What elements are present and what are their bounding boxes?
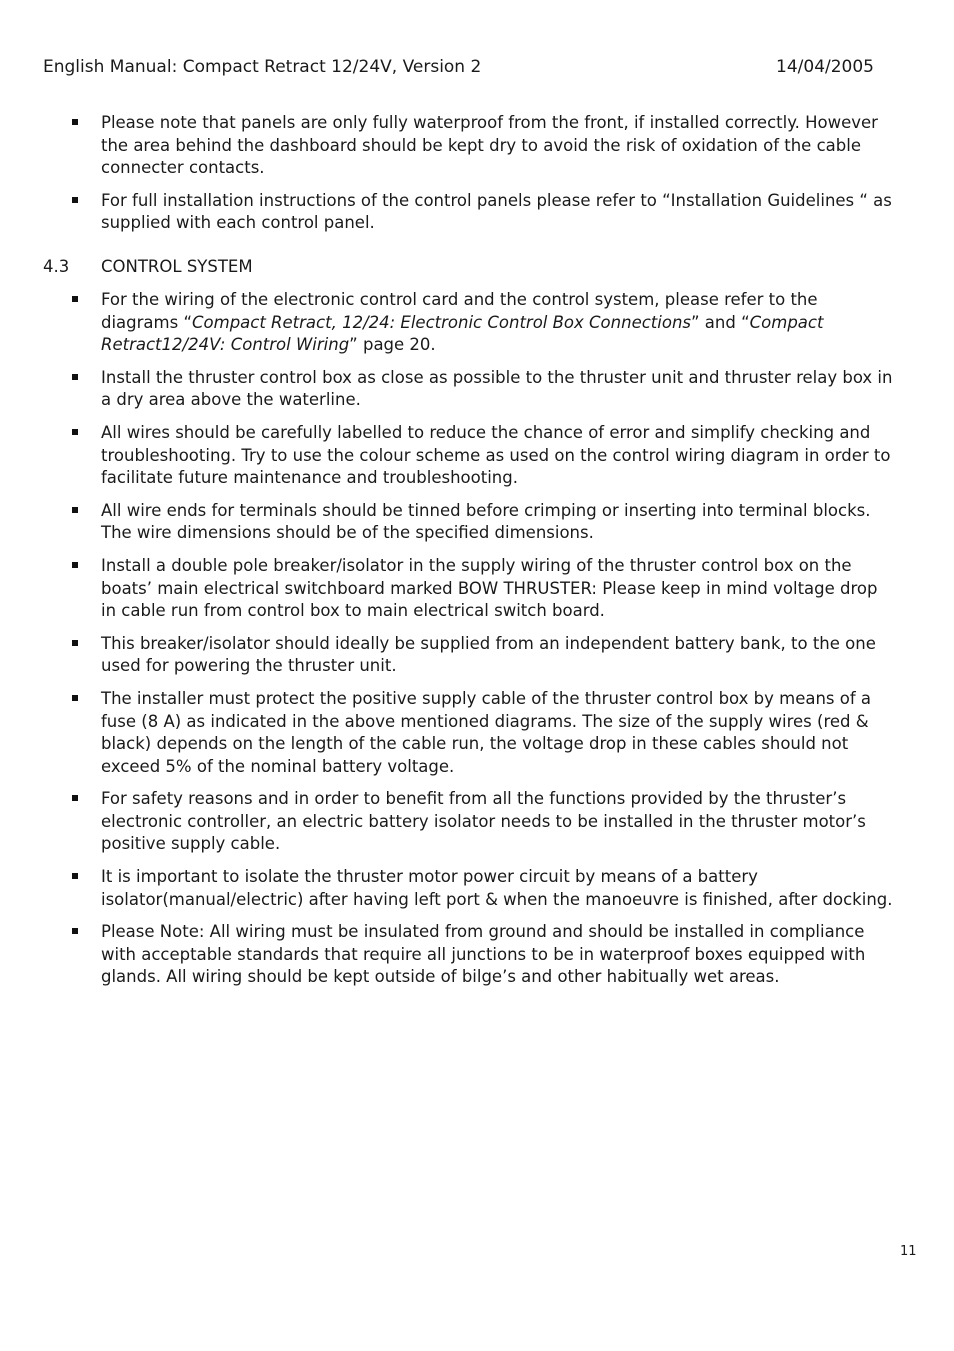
bullet-text-pre: For the wiring of the electronic control card and the control system, please refer to the diagrams “ (101, 290, 818, 332)
list-item (0, 112, 954, 180)
bullet-text: For safety reasons and in order to benefit from all the functions provided by the thruster’s electronic controller, an electric battery isolator needs to be installed in the thruster motor’s positive supply cable. (101, 789, 866, 854)
list-item (0, 921, 954, 989)
section-title: CONTROL SYSTEM (101, 257, 253, 276)
bullet-icon (72, 197, 78, 203)
bullet-icon (72, 507, 78, 513)
section-number: 4.3 (43, 257, 70, 276)
page-number: 11 (900, 1244, 917, 1259)
diagram-reference: Compact Retract12/24V: Control Wiring (101, 312, 824, 355)
bullet-icon (72, 374, 78, 380)
list-item (0, 555, 954, 623)
bullet-icon (72, 795, 78, 801)
bullet-icon (72, 296, 78, 302)
list-item (0, 500, 954, 545)
bullet-text: It is important to isolate the thruster motor power circuit by means of a battery isolator(manual/electric) after having left port & when the manoeuvre is finished, after docking. (101, 867, 893, 909)
bullet-text: All wiring must be insulated from ground and should be installed in compliance with acceptable standards that require all junctions to be in waterproof boxes equipped with glands. All wiring should be kept outside of bilge’s and other habitually wet areas. (101, 922, 866, 987)
list-item (0, 367, 954, 412)
bullet-text: All wires should be carefully labelled to reduce the chance of error and simplify checking and troubleshooting. Try to use the colour scheme as used on the control wiring diagram in order to facilitate future maintenance and troubleshooting. (101, 422, 891, 488)
bullet-icon (72, 119, 78, 125)
bullet-text: Install the thruster control box as close as possible to the thruster unit and thruster relay box in a dry area above the waterline. (101, 367, 893, 410)
list-item (0, 788, 954, 856)
bullet-text: The installer must protect the positive supply cable of the thruster control box by means of a fuse (8 A) as indicated in the above mentioned diagrams. The size of the supply wires (red & black) depends on the length of the cable run, the voltage drop in these cables should not exceed 5% of the nominal battery voltage. (101, 688, 872, 776)
bullet-icon (72, 562, 78, 568)
bullet-text-post: ” page 20. (349, 335, 436, 355)
page-header (43, 57, 874, 77)
bullet-icon (72, 429, 78, 435)
intro-bullet-list (0, 112, 954, 245)
list-item (0, 289, 954, 357)
diagram-reference: Compact Retract, 12/24: Electronic Control Box Connections (192, 312, 691, 332)
list-item (0, 866, 954, 911)
section-heading (43, 257, 253, 276)
header-title: English Manual: Compact Retract 12/24V, Version 2 (43, 57, 482, 77)
list-item (0, 633, 954, 678)
bullet-text-mid: ” and “ (691, 312, 750, 332)
header-date: 14/04/2005 (776, 57, 874, 77)
bullet-text: Install a double pole breaker/isolator in the supply wiring of the thruster control box on the boats’ main electrical switchboard marked BOW THRUSTER: Please keep in mind voltage drop in cable run from control box to main electrical switch board. (101, 555, 878, 621)
bullet-icon (72, 928, 78, 934)
bullet-icon (72, 873, 78, 879)
bullet-icon (72, 695, 78, 701)
bullet-text: For full installation instructions of the control panels please refer to “Installation Guidelines “ as supplied with each control panel. (101, 190, 892, 233)
bullet-text: This breaker/isolator should ideally be supplied from an independent battery bank, to the one used for powering the thruster unit. (101, 633, 876, 676)
list-item (0, 422, 954, 490)
bullet-icon (72, 640, 78, 646)
control-system-bullet-list (0, 289, 954, 999)
note-label: Please Note: (101, 922, 205, 942)
bullet-text: Please note that panels are only fully waterproof from the front, if installed correctly. However the area behind the dashboard should be kept dry to avoid the risk of oxidation of the cable connecter contacts. (101, 113, 878, 178)
list-item (0, 688, 954, 778)
list-item (0, 190, 954, 235)
bullet-text: All wire ends for terminals should be tinned before crimping or inserting into terminal blocks. The wire dimensions should be of the specified dimensions. (101, 500, 871, 543)
